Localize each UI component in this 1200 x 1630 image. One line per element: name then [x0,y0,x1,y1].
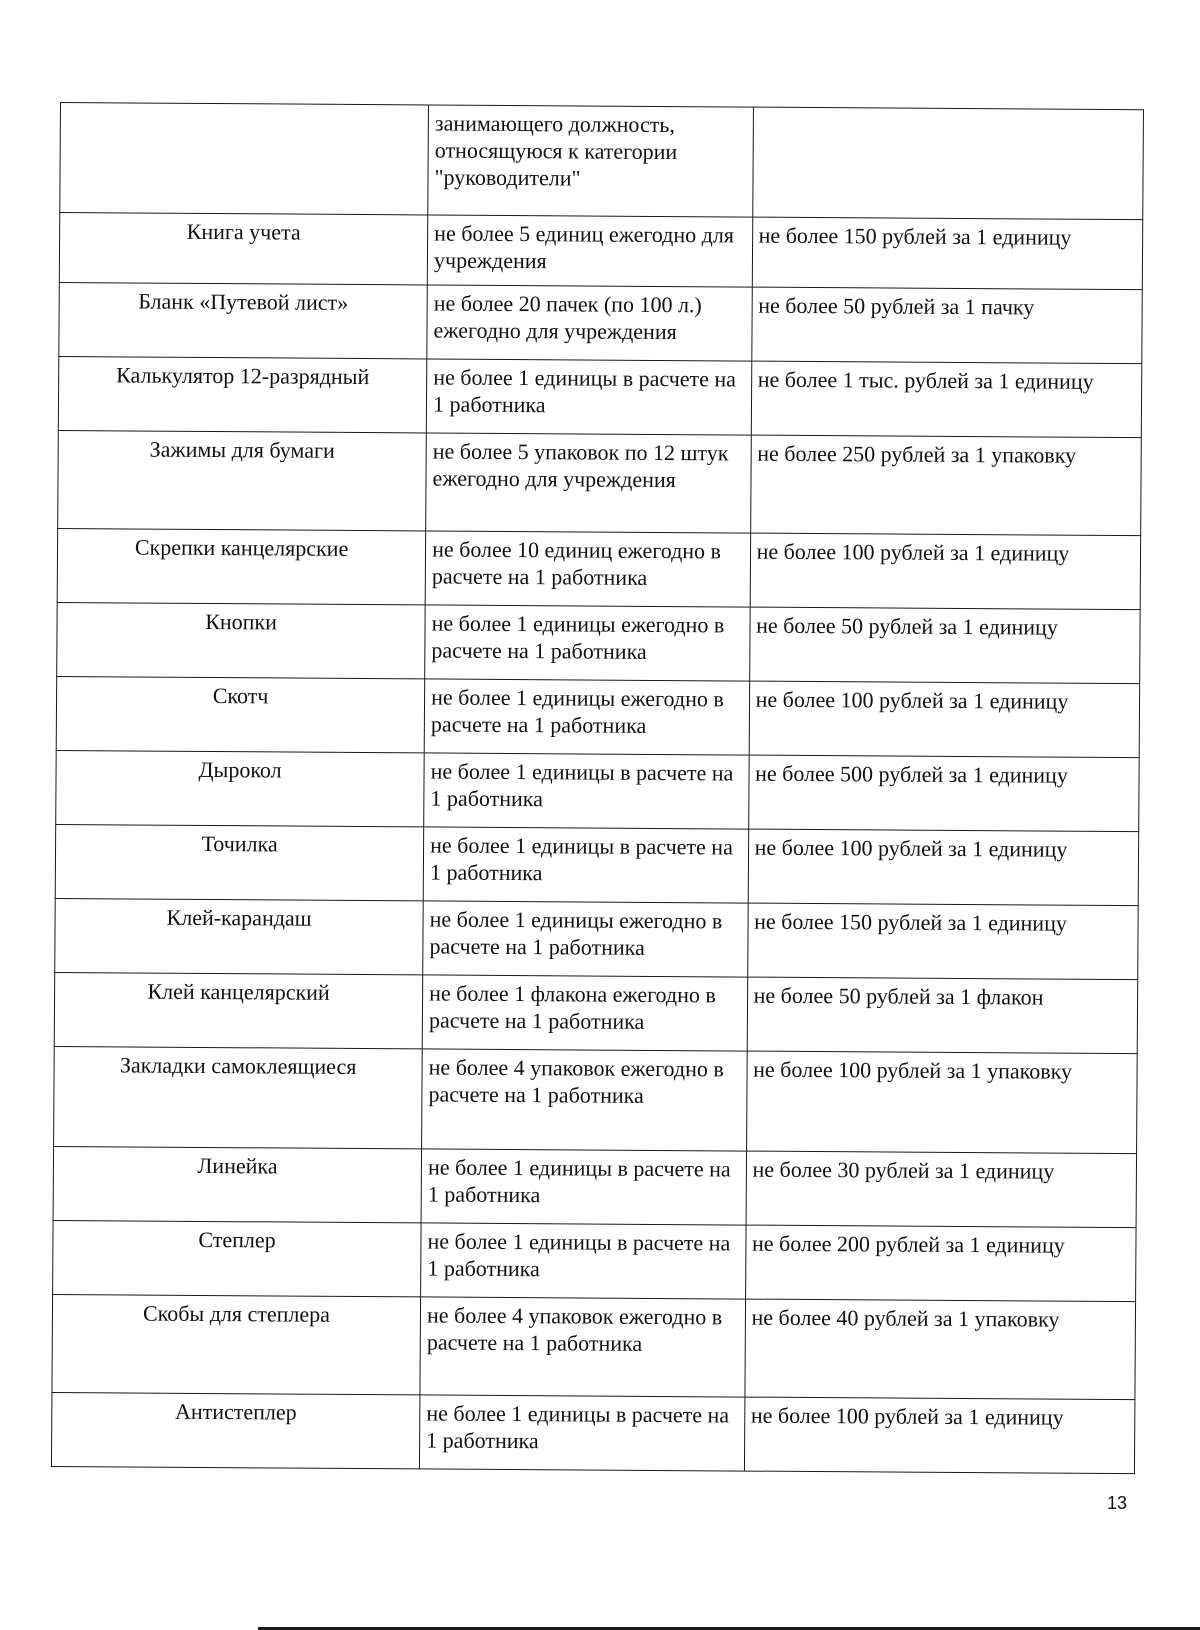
quantity-norm-cell: не более 1 единицы в расчете на 1 работника [426,359,751,435]
item-name-cell: Клей канцелярский [54,972,423,1048]
price-norm-cell: не более 1 тыс. рублей за 1 единицу [751,361,1142,438]
item-name-cell: Скотч [56,676,425,752]
price-norm-cell: не более 100 рублей за 1 единицу [749,681,1140,758]
quantity-norm-cell: занимающего должность, относящуюся к категории "руководители" [428,105,753,217]
item-name-cell: Книга учета [59,213,428,285]
norms-table [51,102,1144,1474]
quantity-norm-cell: не более 4 упаковок ежегодно в расчете на 1 работника [420,1297,745,1397]
table-row [54,1046,1138,1153]
item-name-cell: Закладки самоклеящиеся [54,1046,423,1148]
quantity-norm-cell: не более 1 единицы в расчете на 1 работника [421,1149,746,1225]
quantity-norm-cell: не более 1 единицы в расчете на 1 работника [424,753,749,829]
price-norm-cell: не более 50 рублей за 1 флакон [747,977,1138,1054]
item-name-cell: Линейка [53,1146,422,1222]
price-norm-cell: не более 500 рублей за 1 единицу [748,755,1139,832]
quantity-norm-cell: не более 10 единиц ежегодно в расчете на 1 работника [425,531,750,607]
price-norm-cell: не более 100 рублей за 1 единицу [748,829,1139,906]
item-name-cell: Точилка [55,824,424,900]
table-row [55,824,1138,905]
price-norm-cell: не более 50 рублей за 1 единицу [749,607,1140,684]
table-row [53,1220,1136,1301]
table-row [57,528,1140,609]
price-norm-cell: не более 200 рублей за 1 единицу [745,1225,1136,1302]
price-norm-cell: не более 100 рублей за 1 единицу [750,533,1141,610]
table-row [60,103,1144,220]
item-name-cell: Калькулятор 12-разрядный [58,356,427,432]
price-norm-cell: не более 150 рублей за 1 единицу [752,217,1143,290]
item-name-cell: Бланк «Путевой лист» [59,282,428,358]
table-row [52,1294,1136,1399]
table-row [53,1146,1136,1227]
price-norm-cell: не более 150 рублей за 1 единицу [747,903,1138,980]
price-norm-cell: не более 30 рублей за 1 единицу [746,1151,1137,1228]
table-row [55,898,1138,979]
item-name-cell: Антистеплер [51,1392,420,1468]
item-name-cell [60,103,429,215]
item-name-cell: Скобы для степлера [52,1294,421,1394]
quantity-norm-cell: не более 1 единицы в расчете на 1 работника [420,1395,745,1471]
quantity-norm-cell: не более 20 пачек (по 100 л.) ежегодно для учреждения [427,285,752,361]
table-row [59,213,1142,290]
table-row [57,602,1140,683]
quantity-norm-cell: не более 1 единицы в расчете на 1 работника [421,1223,746,1299]
item-name-cell: Дырокол [56,750,425,826]
item-name-cell: Степлер [53,1220,422,1296]
table-row [59,282,1142,363]
quantity-norm-cell: не более 1 единицы ежегодно в расчете на 1 работника [423,901,748,977]
page-number: 13 [1106,1493,1127,1513]
price-norm-cell: не более 100 рублей за 1 упаковку [746,1051,1137,1154]
quantity-norm-cell: не более 1 единицы ежегодно в расчете на 1 работника [425,605,750,681]
price-norm-cell: не более 40 рублей за 1 упаковку [745,1299,1136,1400]
table-row [56,750,1139,831]
item-name-cell: Клей-карандаш [55,898,424,974]
quantity-norm-cell: не более 5 упаковок по 12 штук ежегодно для учреждения [426,433,751,533]
table-row [56,676,1139,757]
item-name-cell: Кнопки [57,602,426,678]
quantity-norm-cell: не более 5 единиц ежегодно для учреждения [427,215,752,287]
table-row [54,972,1137,1053]
quantity-norm-cell: не более 1 единицы в расчете на 1 работника [423,827,748,903]
table-row [51,1392,1134,1473]
table-row [58,430,1142,535]
quantity-norm-cell: не более 4 упаковок ежегодно в расчете на 1 работника [422,1049,747,1151]
price-norm-cell [752,107,1143,220]
item-name-cell: Скрепки канцелярские [57,528,426,604]
table-row [58,356,1141,437]
price-norm-cell: не более 50 рублей за 1 пачку [751,287,1142,364]
quantity-norm-cell: не более 1 флакона ежегодно в расчете на 1 работника [422,975,747,1051]
item-name-cell: Зажимы для бумаги [58,430,427,530]
quantity-norm-cell: не более 1 единицы ежегодно в расчете на 1 работника [424,679,749,755]
price-norm-cell: не более 250 рублей за 1 упаковку [750,435,1141,536]
price-norm-cell: не более 100 рублей за 1 единицу [744,1397,1135,1474]
